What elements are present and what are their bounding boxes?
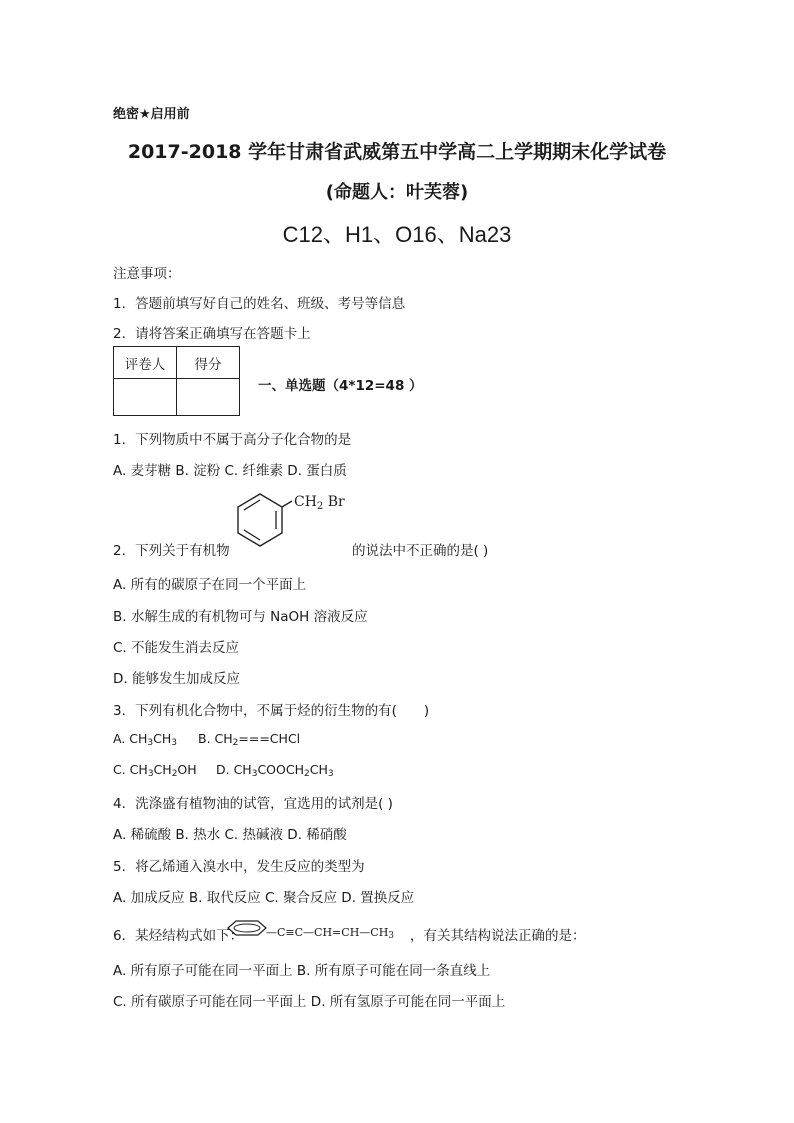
question-2-stem-before: 2．下列关于有机物 [113, 543, 230, 559]
question-1-options: A. 麦芽糖 B. 淀粉 C. 纤维素 D. 蛋白质 [113, 463, 347, 479]
question-3-option-a: A. $CH_3CH_3$ [113, 731, 178, 748]
question-6-chain: $—C\equiv C—CH=CH—CH_3$ [266, 926, 395, 941]
question-6-stem-after: ，有关其结构说法正确的是： [410, 928, 586, 944]
exam-author: (命题人：叶芙蓉) [325, 182, 469, 203]
notes-item-2: 2．请将答案正确填写在答题卡上 [113, 326, 311, 342]
score-table [113, 346, 240, 416]
score-table-score-cell [177, 379, 240, 416]
atomic-masses: C12、H1、O16、Na23 [282, 222, 512, 247]
svg-text:CH2 Br [294, 494, 345, 512]
question-2-option-d: D. 能够发生加成反应 [113, 671, 240, 687]
question-2-option-a: A. 所有的碳原子在同一个平面上 [113, 577, 307, 593]
question-6-options-ab: A. 所有原子可能在同一平面上 B. 所有原子可能在同一条直线上 [113, 963, 491, 979]
question-3-option-b: B. $CH_2===CHCl$ [198, 731, 301, 748]
question-5-options: A. 加成反应 B. 取代反应 C. 聚合反应 D. 置换反应 [113, 890, 415, 906]
structure-ch: CH [294, 494, 317, 510]
question-3-stem: 3．下列有机化合物中，不属于烃的衍生物的有( ) [113, 703, 430, 719]
score-table-grader-cell [114, 379, 177, 416]
score-table-score-header: 得分 [177, 347, 240, 379]
structure-br: Br [323, 494, 345, 510]
question-4-stem: 4．洗涤盛有植物油的试管，宜选用的试剂是( ) [113, 796, 393, 812]
section-heading: 一、单选题（4*12=48 ） [258, 378, 423, 394]
question-5-stem: 5．将乙烯通入溴水中，发生反应的类型为 [113, 859, 365, 875]
question-2-stem-after: 的说法中不正确的是( ) [352, 543, 489, 559]
question-2-option-c: C. 不能发生消去反应 [113, 640, 240, 656]
question-2-option-b: B. 水解生成的有机物可与 NaOH 溶液反应 [113, 609, 368, 625]
confidential-mark: 绝密★启用前 [113, 107, 190, 122]
question-6-options-cd: C. 所有碳原子可能在同一平面上 D. 所有氢原子可能在同一平面上 [113, 994, 506, 1010]
question-3-option-c: C. $CH_3CH_2OH$ [113, 762, 197, 779]
question-6-stem-before: 6．某烃结构式如下： [113, 928, 244, 944]
exam-title: 2017-2018 学年甘肃省武威第五中学高二上学期期末化学试卷 [127, 141, 667, 163]
question-4-options: A. 稀硫酸 B. 热水 C. 热碱液 D. 稀硝酸 [113, 827, 347, 843]
benzyl-bromide-structure [232, 490, 362, 554]
question-1-stem: 1．下列物质中不属于高分子化合物的是 [113, 432, 352, 448]
notes-item-1: 1．答题前填写好自己的姓名、班级、考号等信息 [113, 296, 406, 312]
notes-heading: 注意事项： [113, 266, 181, 282]
score-table-grader-header: 评卷人 [114, 347, 177, 379]
structure-sub: 2 [316, 501, 324, 512]
question-3-option-d: D. $CH_3COOCH_2CH_3$ [216, 762, 334, 779]
